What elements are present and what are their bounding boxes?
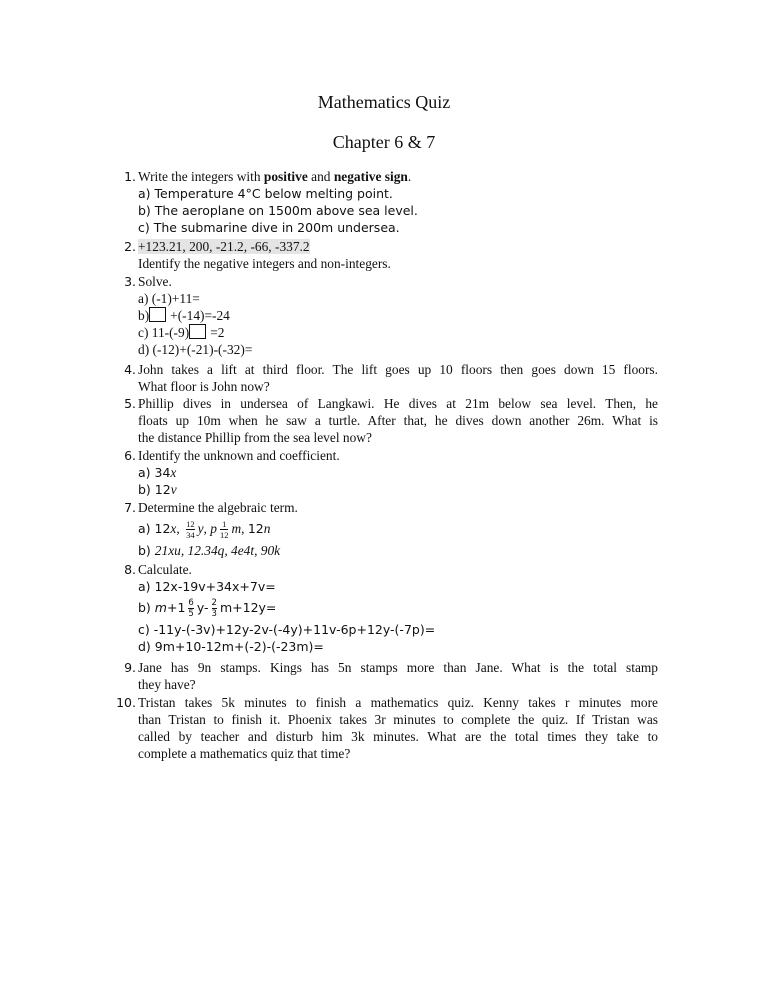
numerator: 12: [186, 519, 195, 530]
question-number: 10.: [116, 695, 136, 710]
question-line: Tristan takes 5k minutes to finish a mathematics quiz. Kenny takes r minutes more: [138, 695, 658, 710]
question-line: Jane has 9n stamps. Kings has 5n stamps more than Jane. What is the total stamp: [138, 660, 658, 675]
option-text: c) 11-(-9): [138, 325, 190, 340]
question-stem: Solve.: [138, 274, 172, 289]
term: +1: [166, 600, 186, 615]
question-line: complete a mathematics quiz that time?: [138, 746, 351, 761]
question-stem: Determine the algebraic term.: [138, 500, 298, 515]
fraction: [186, 519, 195, 540]
option-a: a) 12x-19v+34x+7v=: [138, 579, 276, 594]
fraction: [220, 519, 229, 540]
terms: 21xu, 12.34q, 4e4t, 90k: [154, 543, 281, 558]
bold-positive: positive: [263, 169, 308, 184]
fraction: [212, 598, 217, 619]
term: y-: [196, 600, 209, 615]
separator: ,: [176, 521, 180, 536]
option-label: b): [138, 600, 155, 615]
question-text: Identify the negative integers and non-integers.: [138, 256, 391, 271]
option-b: [138, 481, 658, 498]
separator: ,: [203, 521, 207, 536]
highlighted-numbers: +123.21, 200, -21.2, -66, -337.2: [138, 239, 310, 254]
option-c: c) -11y-(-3v)+12y-2v-(-4y)+11v-6p+12y-(-7p)=: [138, 622, 436, 637]
question-number: 9.: [124, 660, 136, 675]
denominator: 3: [211, 609, 217, 619]
variable: y: [197, 521, 204, 536]
question-line: than Tristan to finish it. Phoenix takes 3r minutes to complete the quiz. If Tristan was: [138, 712, 658, 727]
question-line: floats up 10m when he saw a turtle. After that, he dives down another 26m. What is: [138, 413, 658, 428]
question-line: the distance Phillip from the sea level now?: [138, 430, 372, 445]
bold-negative-sign: negative sign: [333, 169, 408, 184]
option-text: a) 34: [138, 465, 171, 480]
numerator: 6: [188, 598, 194, 608]
question-line: John takes a lift at third floor. The lift goes up 10 floors then goes down 15 floors.: [138, 362, 658, 377]
option-b: [138, 542, 658, 559]
variable: x: [170, 521, 177, 536]
question-number: 1.: [124, 169, 136, 184]
option-c: [138, 324, 658, 341]
variable: m: [231, 521, 242, 536]
stem-text: and: [307, 169, 334, 184]
variable: p: [210, 521, 217, 536]
term: m+12y=: [219, 600, 277, 615]
option-text: +(-14)=-24: [170, 308, 230, 323]
separator: ,: [241, 521, 245, 536]
variable: n: [263, 521, 271, 536]
question-line: called by teacher and disturb him 3k minutes. What are the total times they take to: [138, 729, 658, 744]
stem-text: Write the integers with: [138, 169, 264, 184]
option-d: d) (-12)+(-21)-(-32)=: [138, 342, 253, 357]
question-number: 7.: [124, 500, 136, 515]
question-number: 3.: [124, 274, 136, 289]
stem-text: .: [407, 169, 412, 184]
question-number: 5.: [124, 396, 136, 411]
denominator: 5: [188, 609, 194, 619]
option-b: [138, 595, 658, 621]
question-number: 6.: [124, 448, 136, 463]
option-c: c) The submarine dive in 200m undersea.: [138, 220, 400, 235]
question-number: 4.: [124, 362, 136, 377]
question-line: What floor is John now?: [138, 379, 270, 394]
option-label: b): [138, 543, 155, 558]
question-number: 2.: [124, 239, 136, 254]
numerator: 1: [222, 519, 227, 530]
variable: x: [170, 465, 177, 480]
page-title: Mathematics Quiz: [317, 92, 451, 112]
question-stem: Identify the unknown and coefficient.: [138, 448, 340, 463]
option-a: [138, 464, 658, 481]
question-stem: [138, 168, 658, 185]
denominator: 12: [219, 530, 229, 541]
fraction: [188, 598, 193, 619]
option-label: b): [138, 308, 150, 323]
page-subtitle: Chapter 6 & 7: [332, 132, 436, 152]
option-a: a) Temperature 4°C below melting point.: [138, 186, 393, 201]
term: a) 12: [138, 521, 171, 536]
answer-box: [149, 307, 166, 322]
question-line: Phillip dives in undersea of Langkawi. He dives at 21m below sea level. Then, he: [138, 396, 658, 411]
option-a: a) (-1)+11=: [138, 291, 200, 306]
question-number: 8.: [124, 562, 136, 577]
option-d: d) 9m+10-12m+(-2)-(-23m)=: [138, 639, 324, 654]
option-text: =2: [210, 325, 225, 340]
option-a: [138, 516, 658, 542]
question-stem: Calculate.: [138, 562, 192, 577]
variable: m: [154, 600, 167, 615]
option-b: b) The aeroplane on 1500m above sea level.: [138, 203, 418, 218]
question-line: they have?: [138, 677, 196, 692]
answer-box: [189, 324, 206, 339]
option-text: b) 12: [138, 482, 171, 497]
term: 12: [247, 521, 264, 536]
variable: v: [170, 482, 177, 497]
denominator: 34: [186, 530, 195, 541]
option-b: [138, 307, 658, 324]
numerator: 2: [211, 598, 217, 608]
